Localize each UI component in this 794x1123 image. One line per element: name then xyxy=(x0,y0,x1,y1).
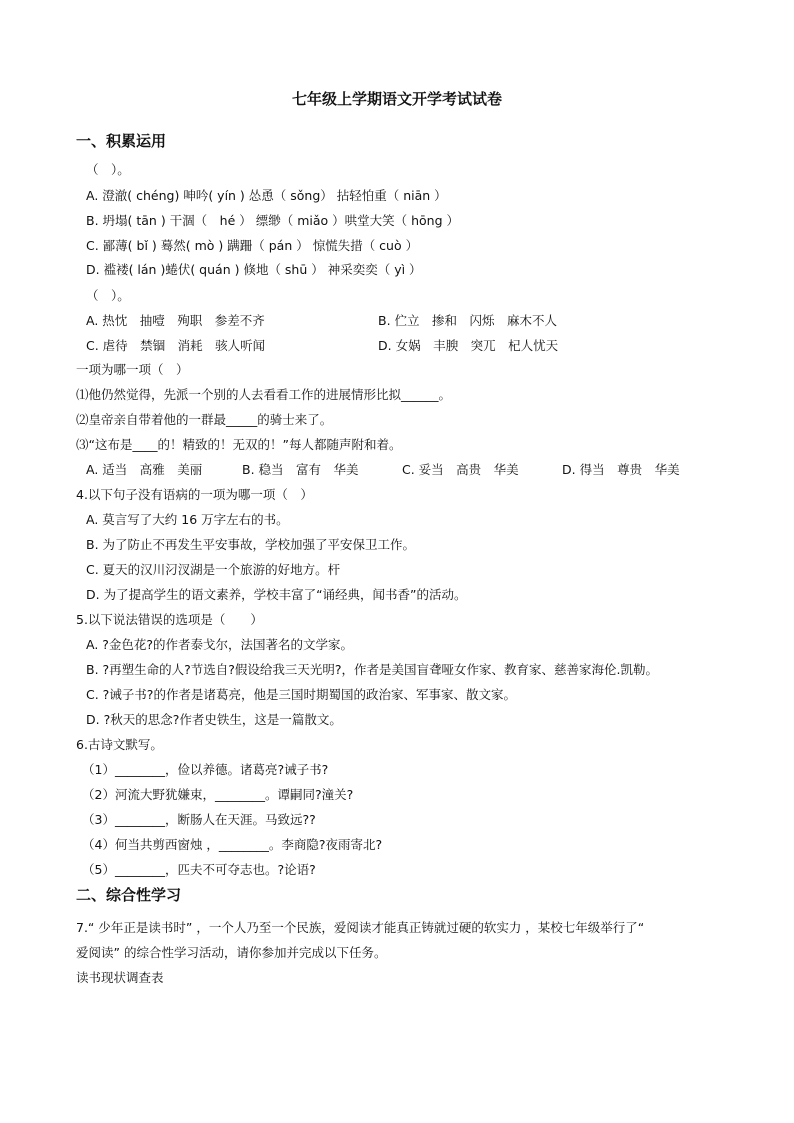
q5-stem: 5.以下说法错误的选项是（ ） xyxy=(76,612,263,627)
q4-option-b: B. 为了防止不再发生平安事故，学校加强了平安保卫工作。 xyxy=(86,537,416,552)
q6-item-5: （5）________，匹夫不可夺志也。?论语? xyxy=(82,862,316,877)
q7-line-2: 爱阅读” 的综合性学习活动，请你参加并完成以下任务。 xyxy=(76,945,387,960)
section-heading-2: 二、综合性学习 xyxy=(76,886,182,904)
q2-option-c: C. 虐待 禁锢 消耗 骇人听闻 xyxy=(86,338,266,353)
q4-option-d: D. 为了提高学生的语文素养，学校丰富了“诵经典，闻书香”的活动。 xyxy=(86,587,467,602)
q4-option-a: A. 莫言写了大约 16 万字左右的书。 xyxy=(86,512,289,527)
q3-stem: 一项为哪一项（ ） xyxy=(76,362,189,377)
q6-item-2: （2）河流大野犹嫌束，________。谭嗣同?潼关? xyxy=(82,787,354,802)
q6-stem: 6.古诗文默写。 xyxy=(76,737,163,752)
section-heading-1: 一、积累运用 xyxy=(76,132,167,150)
q5-option-d: D. ?秋天的思念?作者史铁生，这是一篇散文。 xyxy=(86,712,342,727)
q2-stem: （ ）。 xyxy=(86,288,130,303)
q1-option-b: B. 坍塌( tān ) 干涸（ hé ） 缥缈（ miǎo ）哄堂大笑（ hōng ） xyxy=(86,213,460,228)
q2-option-d: D. 女娲 丰腴 突兀 杞人忧天 xyxy=(378,338,559,353)
q2-option-b: B. 伫立 掺和 闪烁 麻木不人 xyxy=(378,313,558,328)
q2-option-a: A. 热忱 抽噎 殉职 参差不齐 xyxy=(86,313,265,328)
q6-item-3: （3）________，断肠人在天涯。马致远?? xyxy=(82,812,316,827)
q3-sentence-1: ⑴他仍然觉得，先派一个别的人去看看工作的进展情形比拟______。 xyxy=(76,387,452,402)
q3-sentence-3: ⑶“这布是____的！精致的！无双的！”每人都随声附和着。 xyxy=(76,437,402,452)
q3-sentence-2: ⑵皇帝亲自带着他的一群最_____的骑士来了。 xyxy=(76,412,333,427)
q5-option-b: B. ?再塑生命的人?节选自?假设给我三天光明?，作者是美国盲聋哑女作家、教育家、慈善家海伦.凯勒。 xyxy=(86,662,659,677)
q3-option-b: B. 稳当 富有 华美 xyxy=(242,462,359,477)
q5-option-a: A. ?金色花?的作者泰戈尔，法国著名的文学家。 xyxy=(86,637,354,652)
q1-option-d: D. 褴褛( lán )蜷伏( quán ) 倏地（ shū ） 神采奕奕（ yì ） xyxy=(86,262,422,277)
q1-option-a: A. 澄澈( chéng) 呻吟( yín ) 怂恿（ sǒng） 拈轻怕重（ niān ） xyxy=(86,188,447,203)
survey-table-caption: 读书现状调查表 xyxy=(76,970,164,985)
q4-stem: 4.以下句子没有语病的一项为哪一项（ ） xyxy=(76,487,313,502)
q5-option-c: C. ?诫子书?的作者是诸葛亮，他是三国时期蜀国的政治家、军事家、散文家。 xyxy=(86,687,516,702)
q6-item-1: （1）________，俭以养德。诸葛亮?诫子书? xyxy=(82,762,329,777)
q3-option-a: A. 适当 高雅 美丽 xyxy=(86,462,203,477)
q7-line-1: 7.“ 少年正是读书时” ，一个人乃至一个民族，爱阅读才能真正铸就过硬的软实力 ，某校七年级举行了“ xyxy=(76,920,645,935)
q1-stem: （ ）。 xyxy=(86,162,130,177)
q3-option-d: D. 得当 尊贵 华美 xyxy=(562,462,680,477)
q4-option-c: C. 夏天的汉川汈汊湖是一个旅游的好地方。杆 xyxy=(86,562,341,577)
q1-option-c: C. 鄙薄( bǐ ) 蓦然( mò ) 蹒跚（ pán ） 惊慌失措（ cuò ） xyxy=(86,238,419,253)
q3-option-c: C. 妥当 高贵 华美 xyxy=(402,462,519,477)
exam-title: 七年级上学期语文开学考试试卷 xyxy=(291,90,502,108)
q6-item-4: （4）何当共剪西窗烛 ，________。李商隐?夜雨寄北? xyxy=(82,837,383,852)
